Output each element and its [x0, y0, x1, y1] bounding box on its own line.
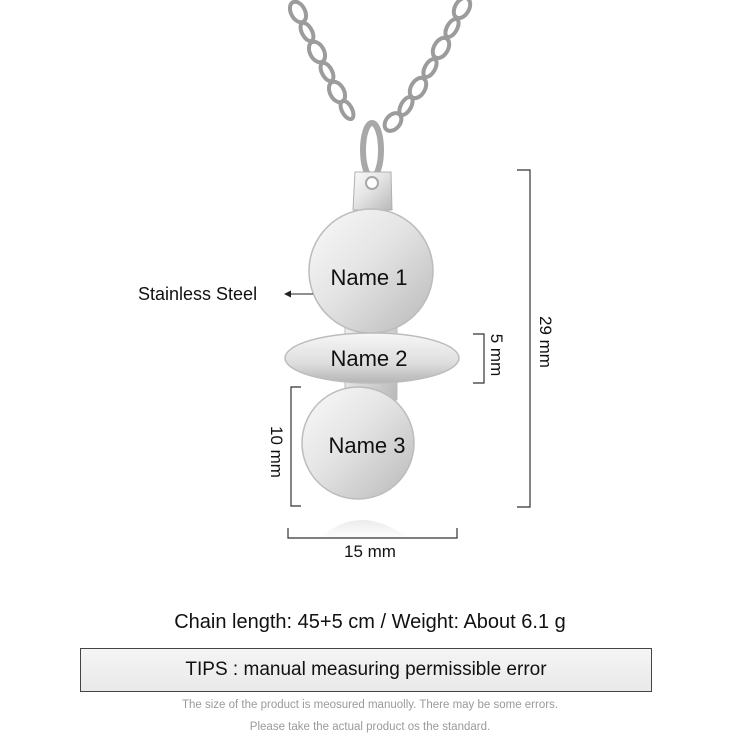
tips-label: TIPS : manual measuring permissible error: [185, 659, 547, 680]
dimension-bracket-total-height: [517, 170, 530, 507]
dimension-label-total-height: 29 mm: [536, 316, 555, 368]
measurement-note-1: The size of the product is meosured manuolly. There may be some errors.: [181, 699, 559, 711]
chain: [287, 0, 474, 134]
jump-ring: [363, 123, 381, 177]
tips-box: [80, 648, 652, 692]
chain-info: Chain length: 45+5 cm / Weight: About 6.1 g: [174, 611, 566, 633]
dimension-label-disc-height: 10 mm: [267, 426, 286, 478]
engraving-2: Name 2: [330, 346, 408, 371]
dimension-label-width: 15 mm: [344, 542, 396, 561]
dimension-label-oval-height: 5 mm: [487, 333, 506, 377]
engraving-1: Name 1: [330, 265, 408, 290]
pendant-reflection: [318, 520, 410, 540]
measurement-note-2: Please take the actual product os the standard.: [249, 721, 491, 733]
material-pointer-arrow: [284, 291, 313, 298]
engraving-3: Name 3: [328, 433, 406, 458]
material-label: Stainless Steel: [138, 284, 258, 304]
dimension-bracket-oval-height: [473, 334, 484, 383]
dimension-bracket-disc-height: [291, 387, 301, 506]
